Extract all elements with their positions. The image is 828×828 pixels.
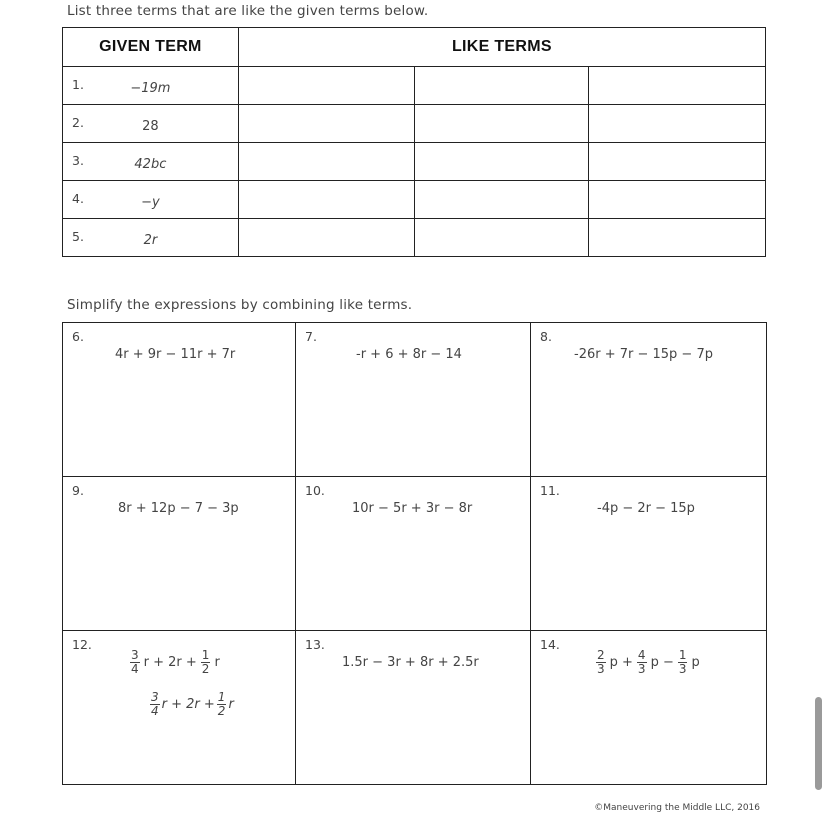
answer-cell[interactable] [414, 143, 589, 181]
scrollbar-thumb[interactable] [815, 697, 822, 790]
table-row [63, 67, 766, 105]
answer-cell[interactable] [589, 181, 766, 219]
answer-cell[interactable] [238, 67, 414, 105]
answer-cell[interactable] [414, 181, 589, 219]
problem-number: 11. [540, 483, 560, 498]
expression: -4p − 2r − 15p [597, 501, 695, 516]
table-row [63, 143, 766, 181]
answer-cell[interactable] [238, 143, 414, 181]
problem-number: 14. [540, 637, 560, 652]
problem-cell[interactable] [531, 631, 767, 785]
answer-cell[interactable] [589, 143, 766, 181]
table-row [63, 105, 766, 143]
given-term: 28 [142, 119, 159, 134]
table-row [63, 181, 766, 219]
table-row [63, 219, 766, 257]
expression: -26r + 7r − 15p − 7p [574, 347, 713, 362]
simplify-table [62, 322, 767, 785]
problem-cell[interactable] [63, 477, 296, 631]
copyright-footer: ©Maneuvering the Middle LLC, 2016 [594, 803, 760, 813]
fraction: $\frac{3}{4}$ [151, 690, 159, 718]
expression: 1.5r − 3r + 8r + 2.5r [342, 655, 479, 670]
fraction: $\frac{3}{4}$ [131, 648, 139, 676]
expression: 4r + 9r − 11r + 7r [115, 347, 236, 362]
expression: 8r + 12p − 7 − 3p [118, 501, 239, 516]
answer-cell[interactable] [238, 105, 414, 143]
problem-cell[interactable] [296, 323, 531, 477]
answer-cell[interactable] [589, 67, 766, 105]
answer-cell[interactable] [414, 105, 589, 143]
fraction-expression-handwritten: $\frac{3}{4}$ r + 2r + $\frac{1}{2}$ r [151, 690, 234, 718]
problem-number: 10. [305, 483, 325, 498]
instruction-like-terms: List three terms that are like the given terms below. [67, 3, 429, 19]
problem-cell[interactable] [296, 631, 531, 785]
row-number: 1. [72, 77, 84, 92]
problem-number: 13. [305, 637, 325, 652]
given-term: 42bc [134, 157, 167, 172]
header-given-term: GIVEN TERM [63, 28, 239, 67]
fraction: $\frac{1}{2}$ [217, 690, 226, 718]
given-term: −y [141, 195, 160, 210]
problem-number: 9. [72, 483, 84, 498]
row-number: 5. [72, 229, 84, 244]
problem-number: 7. [305, 329, 317, 344]
fraction: $\frac{1}{2}$ [201, 648, 210, 676]
answer-cell[interactable] [589, 105, 766, 143]
answer-cell[interactable] [238, 181, 414, 219]
given-term: 2r [143, 233, 158, 248]
instruction-simplify: Simplify the expressions by combining like terms. [67, 297, 413, 313]
problem-number: 8. [540, 329, 552, 344]
header-like-terms: LIKE TERMS [238, 28, 765, 67]
problem-cell[interactable] [531, 323, 767, 477]
answer-cell[interactable] [238, 219, 414, 257]
problem-number: 6. [72, 329, 84, 344]
expression: -r + 6 + 8r − 14 [356, 347, 462, 362]
problem-cell[interactable] [63, 631, 296, 785]
answer-cell[interactable] [589, 219, 766, 257]
problem-cell[interactable] [531, 477, 767, 631]
fraction: $\frac{1}{3}$ [678, 648, 687, 676]
row-number: 2. [72, 115, 84, 130]
problem-number: 12. [72, 637, 92, 652]
given-term: −19m [130, 81, 171, 96]
fraction-expression: $\frac{2}{3}$ p + $\frac{4}{3}$ p − $\frac{1}{3}$ p [597, 648, 700, 676]
fraction: $\frac{2}{3}$ [597, 648, 605, 676]
like-terms-table [62, 27, 766, 257]
problem-cell[interactable] [63, 323, 296, 477]
row-number: 4. [72, 191, 84, 206]
problem-cell[interactable] [296, 477, 531, 631]
row-number: 3. [72, 153, 84, 168]
fraction-expression: $\frac{3}{4}$ r + 2r + $\frac{1}{2}$ r [131, 648, 220, 676]
answer-cell[interactable] [414, 67, 589, 105]
expression: 10r − 5r + 3r − 8r [352, 501, 473, 516]
answer-cell[interactable] [414, 219, 589, 257]
fraction: $\frac{4}{3}$ [637, 648, 646, 676]
